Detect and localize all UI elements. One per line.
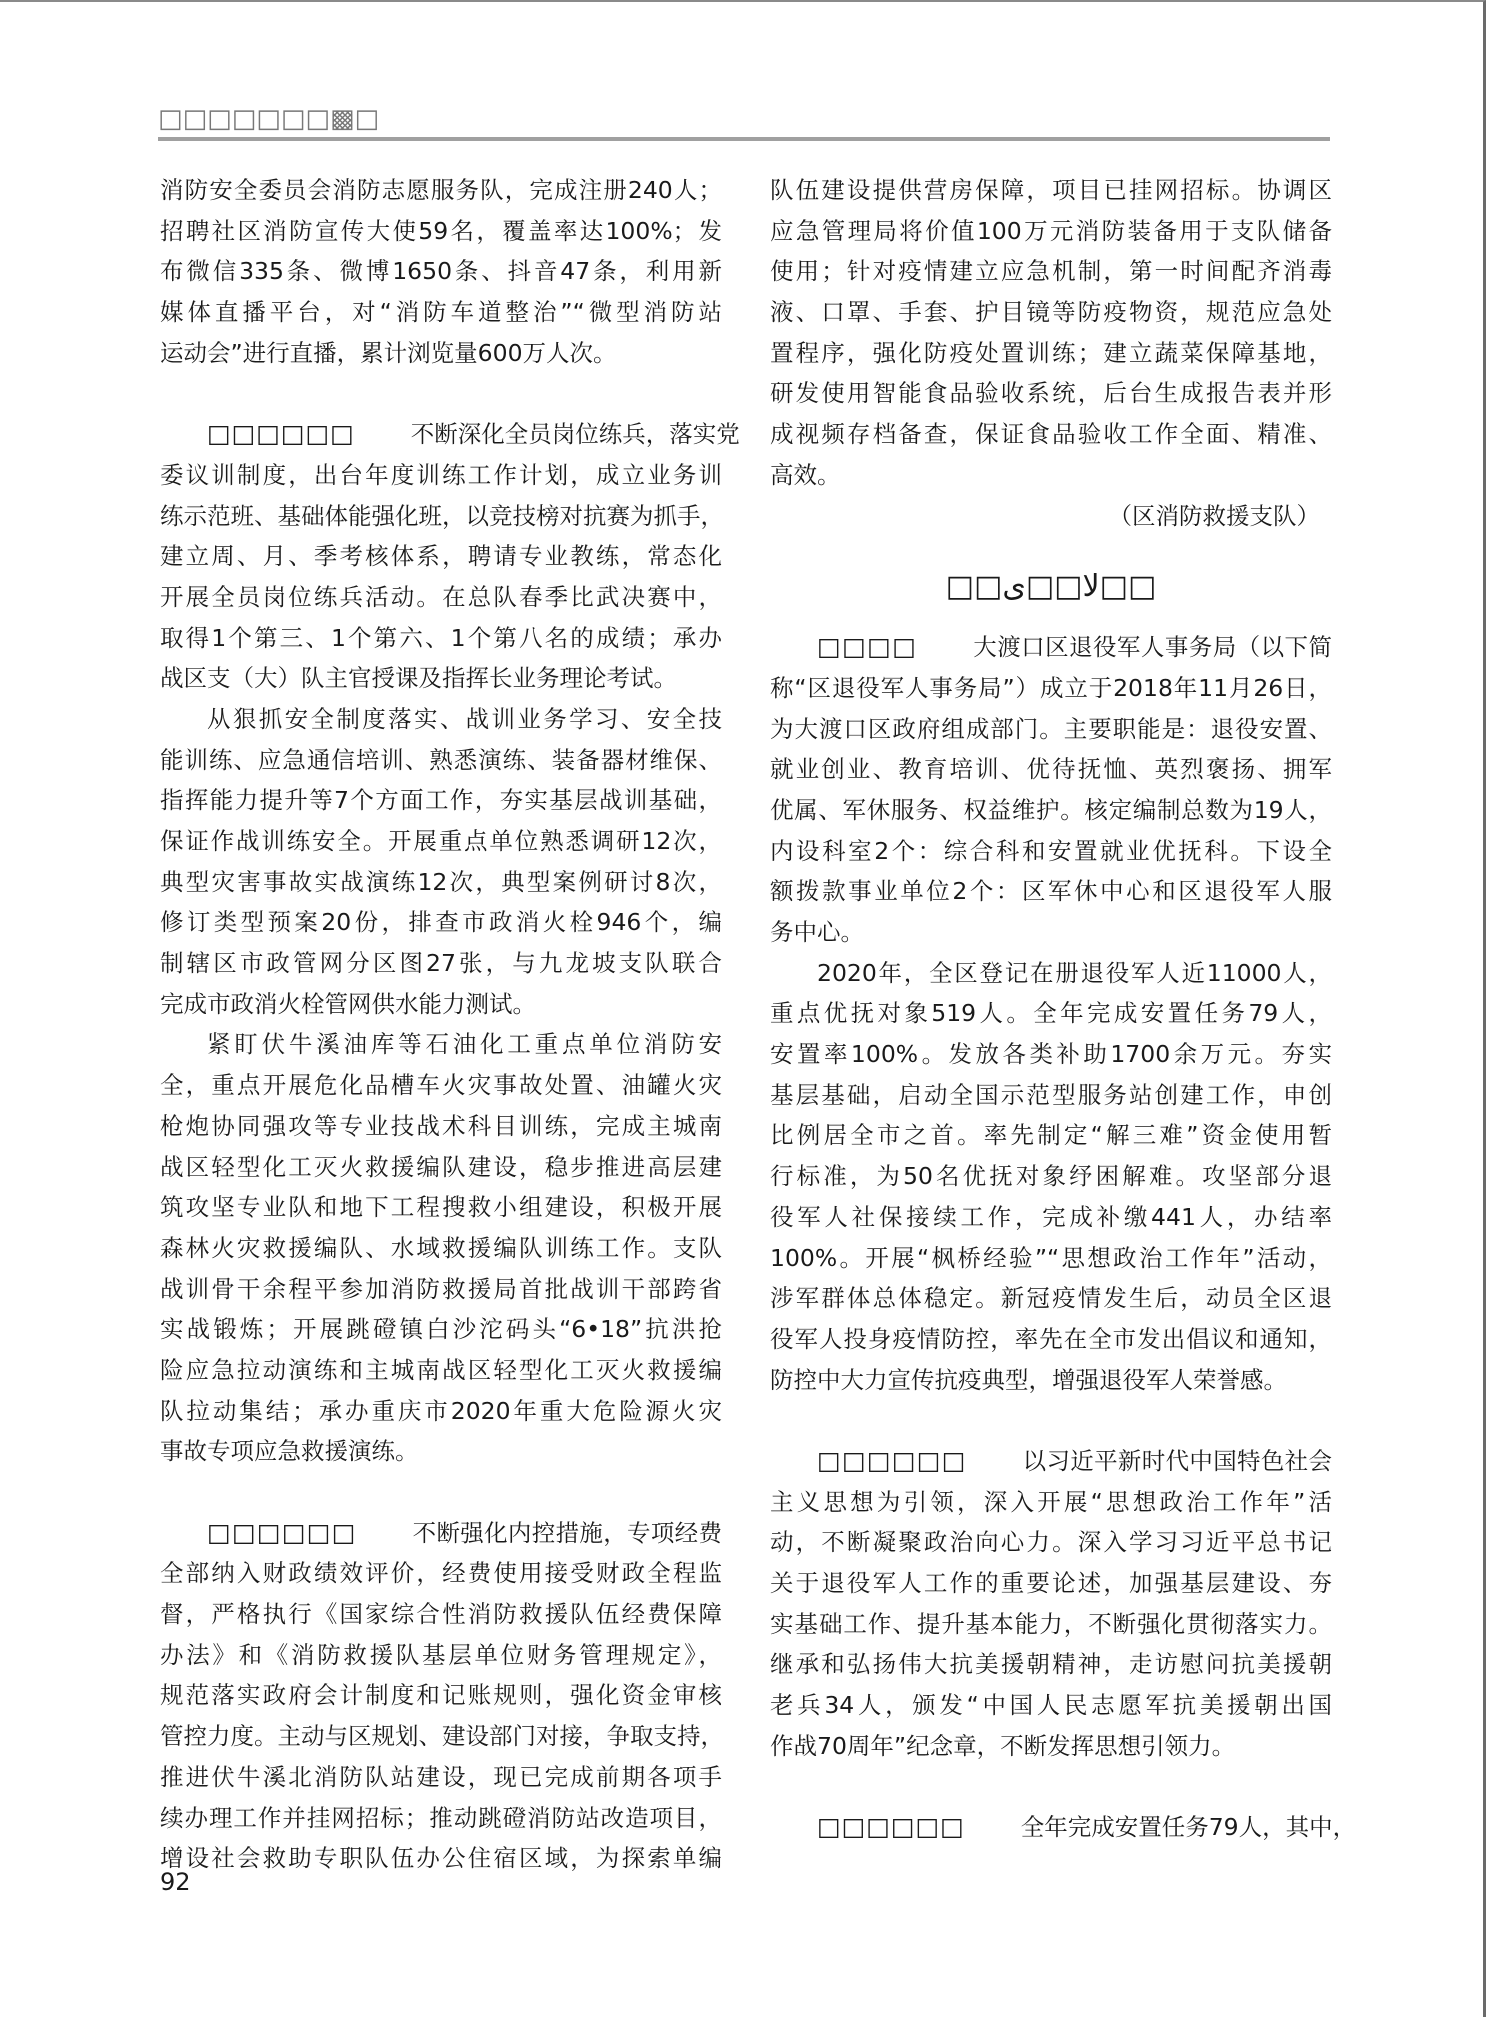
text-line: 典型灾害事故实战演练12次，典型案例研讨8次， bbox=[160, 867, 722, 896]
text-line: 推进伏牛溪北消防队站建设，现已完成前期各项手 bbox=[160, 1762, 722, 1791]
text-run: 全年完成安置任务79人，其中， bbox=[1020, 1813, 1357, 1842]
text-line: 能训练、应急通信培训、熟悉演练、装备器材维保、 bbox=[160, 745, 722, 774]
text-line: 布微信335条、微博1650条、抖音47条，利用新 bbox=[160, 257, 722, 286]
text-line: 取得1个第三、1个第六、1个第八名的成绩；承办 bbox=[160, 623, 722, 652]
section-heading: □□□□□□ bbox=[817, 1812, 965, 1842]
text-run: 不断强化内控措施，专项经费 bbox=[412, 1518, 722, 1547]
text-line: 行标准，为50名优抚对象纾困解难。攻坚部分退 bbox=[770, 1162, 1332, 1191]
text-line: 办法》和《消防救援队基层单位财务管理规定》， bbox=[160, 1640, 722, 1669]
text-line: 紧盯伏牛溪油库等石油化工重点单位消防安 bbox=[207, 1030, 722, 1059]
text-line: 保证作战训练安全。开展重点单位熟悉调研12次， bbox=[160, 827, 722, 855]
text-line: 为大渡口区政府组成部门。主要职能是：退役安置、 bbox=[770, 714, 1332, 743]
text-line: 增设社会救助专职队伍办公住宿区域，为探索单编 bbox=[160, 1844, 722, 1873]
page-number: 92 bbox=[160, 1868, 191, 1896]
text-line: 督，严格执行《国家综合性消防救援队伍经费保障 bbox=[160, 1600, 722, 1629]
text-line: 关于退役军人工作的重要论述，加强基层建设、夯 bbox=[770, 1569, 1332, 1597]
paragraph-volunteer bbox=[160, 170, 722, 373]
section-title: □□لا□□ى□□ bbox=[945, 569, 1157, 605]
text-line: 100%。开展“枫桥经验”“思想政治工作年”活动， bbox=[770, 1243, 1332, 1272]
spacer bbox=[160, 1472, 722, 1513]
text-line: 媒体直播平台，对“消防车道整治”“微型消防站 bbox=[160, 298, 722, 327]
text-run: 以习近平新时代中国特色社会 bbox=[1022, 1446, 1332, 1475]
text-line: 应急管理局将价值100万元消防装备用于支队储备 bbox=[770, 216, 1332, 245]
text-line: 作战70周年”纪念章，不断发挥思想引领力。 bbox=[770, 1731, 1236, 1760]
text-line: 继承和弘扬伟大抗美援朝精神，走访慰问抗美援朝 bbox=[770, 1650, 1332, 1679]
text-line: 森林火灾救援编队、水域救援编队训练工作。支队 bbox=[160, 1233, 722, 1262]
section-heading-line bbox=[770, 627, 1332, 668]
spacer bbox=[160, 373, 722, 414]
paragraph-continued bbox=[770, 170, 1332, 496]
running-header: □□□□□□□▩□ bbox=[158, 104, 380, 134]
text-line: 规范落实政府会计制度和记账规则，强化资金审核 bbox=[160, 1681, 722, 1710]
text-line: 战区轻型化工灭火救援编队建设，稳步推进高层建 bbox=[160, 1152, 722, 1181]
text-line: 液、口罩、手套、护目镜等防疫物资，规范应急处 bbox=[770, 298, 1332, 327]
paragraph-petrochemical bbox=[160, 1024, 722, 1472]
section-ideology bbox=[770, 1441, 1332, 1767]
text-line: 主义思想为引领，深入开展“思想政治工作年”活 bbox=[770, 1487, 1332, 1516]
section-placement bbox=[770, 1807, 1357, 1848]
text-line: 涉军群体总体稳定。新冠疫情发生后，动员全区退 bbox=[770, 1284, 1332, 1313]
text-line: 指挥能力提升等7个方面工作，夯实基层战训基础， bbox=[160, 786, 722, 815]
text-line: 事故专项应急救援演练。 bbox=[160, 1437, 419, 1466]
text-line: 战训骨干余程平参加消防救援局首批战训干部跨省 bbox=[160, 1274, 722, 1303]
paragraph-safety bbox=[160, 699, 722, 1025]
text-line: 开展全员岗位练兵活动。在总队春季比武决赛中， bbox=[160, 582, 722, 611]
text-line: 制辖区市政管网分区图27张，与九龙坡支队联合 bbox=[160, 949, 722, 978]
text-line: 招聘社区消防宣传大使59名，覆盖率达100%；发 bbox=[160, 216, 722, 245]
section-training bbox=[160, 414, 740, 699]
text-line: 筑攻坚专业队和地下工程搜救小组建设，积极开展 bbox=[160, 1193, 722, 1222]
text-line: 役军人社保接续工作，完成补缴441人，办结率 bbox=[770, 1202, 1332, 1231]
spacer bbox=[770, 1766, 1332, 1807]
signature: （区消防救援支队） bbox=[1108, 501, 1320, 530]
text-line: 从狠抓安全制度落实、战训业务学习、安全技 bbox=[207, 704, 722, 733]
text-line: 枪炮协同强攻等专业技战术科目训练，完成主城南 bbox=[160, 1111, 722, 1140]
section-heading-line bbox=[770, 1441, 1332, 1482]
section-heading-line bbox=[160, 1513, 722, 1554]
left-column bbox=[160, 170, 740, 1879]
text-line: 重点优抚对象519人。全年完成安置任务79人， bbox=[770, 999, 1332, 1028]
right-column bbox=[770, 170, 1357, 1848]
text-line: 内设科室2个：综合科和安置就业优抚科。下设全 bbox=[770, 836, 1332, 865]
text-line: 实战锻炼；开展跳磴镇白沙沱码头“6•18”抗洪抢 bbox=[160, 1315, 722, 1344]
text-line: 基层基础，启动全国示范型服务站创建工作，申创 bbox=[770, 1080, 1332, 1109]
section-heading: □□□□ bbox=[817, 632, 918, 662]
text-line: 队伍建设提供营房保障，项目已挂网招标。协调区 bbox=[770, 176, 1332, 204]
section-heading: □□□□□□ bbox=[207, 1517, 357, 1547]
text-line: 练示范班、基础体能强化班，以竞技榜对抗赛为抓手， bbox=[160, 501, 724, 530]
text-line: 实基础工作、提升基本能力，不断强化贯彻落实力。 bbox=[770, 1609, 1332, 1638]
section-finance bbox=[160, 1513, 722, 1879]
text-line: 全，重点开展危化品槽车火灾事故处置、油罐火灾 bbox=[160, 1071, 722, 1100]
text-line: 建立周、月、季考核体系，聘请专业教练，常态化 bbox=[160, 542, 722, 571]
text-line: 队拉动集结；承办重庆市2020年重大危险源火灾 bbox=[160, 1396, 722, 1425]
text-line: 比例居全市之首。率先制定“解三难”资金使用暂 bbox=[770, 1121, 1332, 1150]
text-run: 大渡口区退役军人事务局（以下简 bbox=[973, 633, 1332, 662]
section-heading: □□□□□□ bbox=[207, 419, 355, 449]
text-line: 务中心。 bbox=[770, 918, 864, 946]
text-line: 役军人投身疫情防控，率先在全市发出倡议和通知， bbox=[770, 1324, 1332, 1353]
text-line: 称“区退役军人事务局”）成立于2018年11月26日， bbox=[770, 673, 1332, 702]
text-line: 全部纳入财政绩效评价，经费使用接受财政全程监 bbox=[160, 1559, 722, 1588]
section-heading-line bbox=[770, 1807, 1357, 1848]
text-line: 优属、军休服务、权益维护。核定编制总数为19人， bbox=[770, 795, 1332, 824]
text-line: 管控力度。主动与区规划、建设部门对接，争取支持， bbox=[160, 1722, 724, 1751]
section-heading: □□□□□□ bbox=[817, 1445, 967, 1475]
text-line: 运动会”进行直播，累计浏览量600万人次。 bbox=[160, 338, 617, 367]
text-line: 动，不断凝聚政治向心力。深入学习习近平总书记 bbox=[770, 1528, 1332, 1557]
text-line: 高效。 bbox=[770, 460, 841, 489]
text-line: 成视频存档备查，保证食品验收工作全面、精准、 bbox=[770, 420, 1332, 449]
text-line: 完成市政消火栓管网供水能力测试。 bbox=[160, 989, 536, 1018]
text-line: 使用；针对疫情建立应急机制，第一时间配齐消毒 bbox=[770, 257, 1332, 286]
text-line: 修订类型预案20份，排查市政消火栓946个，编 bbox=[160, 908, 722, 937]
text-line: 老兵34人，颁发“中国人民志愿军抗美援朝出国 bbox=[770, 1691, 1332, 1720]
text-line: 战区支（大）队主官授课及指挥长业务理论考试。 bbox=[160, 664, 677, 693]
text-line: 防控中大力宣传抗疫典型，增强退役军人荣誉感。 bbox=[770, 1365, 1287, 1394]
text-line: 置程序，强化防疫处置训练；建立蔬菜保障基地， bbox=[770, 338, 1332, 367]
header-rule bbox=[158, 137, 1330, 141]
text-line: 安置率100%。发放各类补助1700余万元。夯实 bbox=[770, 1040, 1332, 1069]
text-line: 额拨款事业单位2个：区军休中心和区退役军人服 bbox=[770, 877, 1332, 906]
text-line: 委议训制度，出台年度训练工作计划，成立业务训 bbox=[160, 460, 722, 489]
spacer bbox=[770, 1400, 1332, 1441]
text-line: 就业创业、教育培训、优待抚恤、英烈褒扬、拥军 bbox=[770, 755, 1332, 784]
text-line: 消防安全委员会消防志愿服务队，完成注册240人； bbox=[160, 176, 722, 204]
section-overview bbox=[770, 627, 1332, 953]
text-line: 险应急拉动演练和主城南战区轻型化工灭火救援编 bbox=[160, 1355, 722, 1384]
text-line: 续办理工作并挂网招标；推动跳磴消防站改造项目， bbox=[160, 1803, 722, 1832]
text-line: 2020年，全区登记在册退役军人近11000人， bbox=[817, 958, 1332, 987]
text-run: 不断深化全员岗位练兵，落实党 bbox=[410, 420, 740, 449]
section-heading-line bbox=[160, 414, 740, 455]
paragraph-2020 bbox=[770, 953, 1332, 1401]
text-line: 研发使用智能食品验收系统，后台生成报告表并形 bbox=[770, 379, 1332, 408]
